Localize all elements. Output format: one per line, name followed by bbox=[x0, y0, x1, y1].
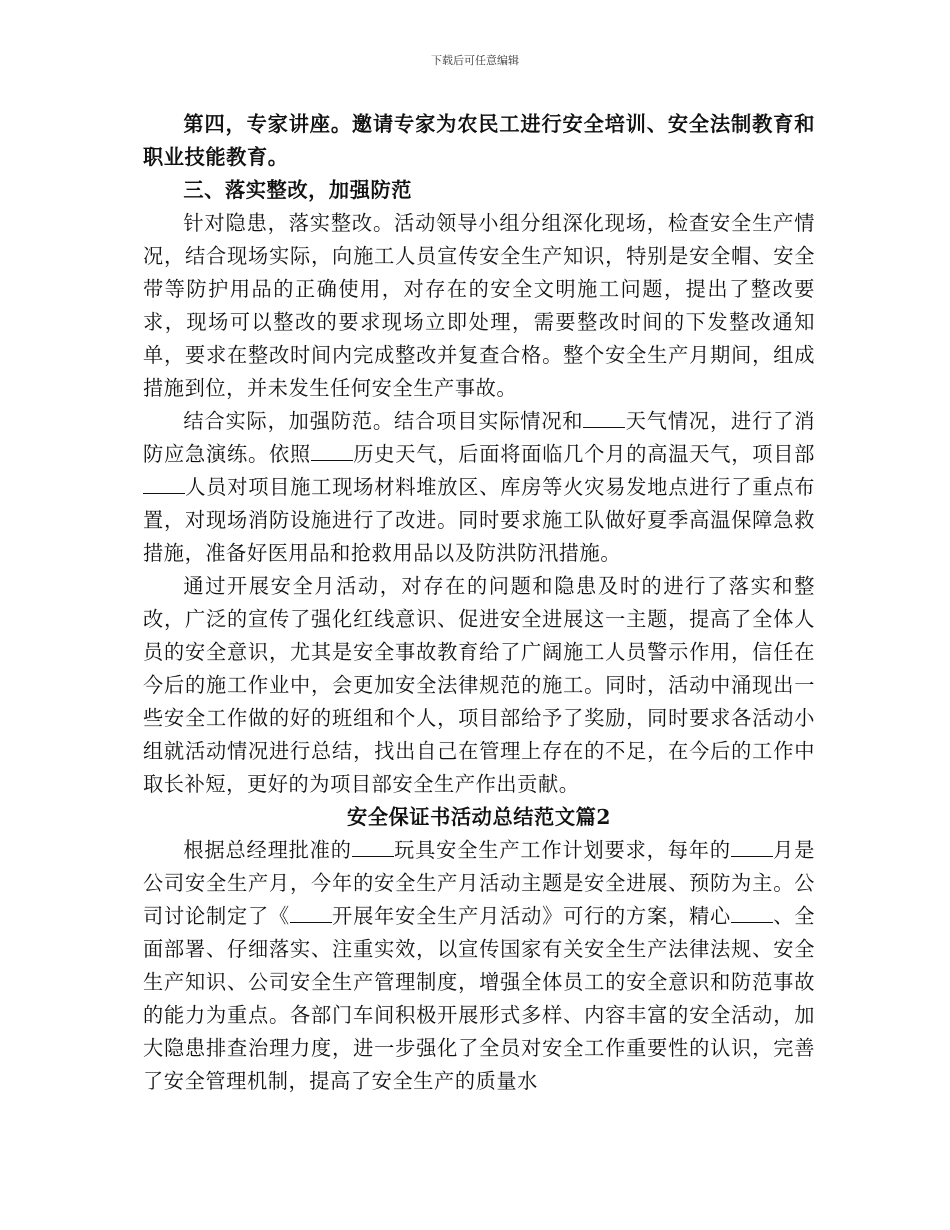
blank-underline bbox=[583, 409, 625, 428]
paragraph-rectification: 针对隐患，落实整改。活动领导小组分组深化现场，检查安全生产情况，结合现场实际，向施工人员宣传安全生产知识，特别是安全帽、安全带等防护用品的正确使用，对存在的安全文明施工问题，提出了整改要求，现场可以整改的要求现场立即处理，需要整改时间的下发整改通知单，要求在整改时间内完成整改并复查合格。整个安全生产月期间，组成措施到位，并未发生任何安全生产事故。 bbox=[143, 211, 815, 400]
section-title-part2: 安全保证书活动总结范文篇2 bbox=[346, 805, 612, 829]
text-segment: 开展年安全生产月活动》可行的方案，精心 bbox=[331, 904, 732, 928]
document-body bbox=[143, 108, 815, 1098]
blank-underline bbox=[143, 475, 185, 494]
page-header: 下载后可任意编辑 bbox=[431, 54, 519, 67]
blank-underline bbox=[731, 838, 773, 857]
text-segment: 人员对项目施工现场材料堆放区、库房等火灾易发地点进行了重点布置，对现场消防设施进行了改进。同时要求施工队做好夏季高温保障急救措施，准备好医用品和抢救用品以及防洪防汛措施。 bbox=[143, 475, 815, 565]
text-segment: 、全面部署、仔细落实、注重实效，以宣传国家有关安全生产法律法规、安全生产知识、公司安全生产管理制度，增强全体员工的安全意识和防范事故的能力为重点。各部门车间积极开展形式多样、内容丰富的安全活动，加大隐患排查治理力度，进一步强化了全员对安全工作重要性的认识，完善了安全管理机制，提高了安全生产的质量水 bbox=[143, 904, 816, 1093]
blank-underline bbox=[311, 442, 353, 461]
text-segment: 玩具安全生产工作计划要求，每年的 bbox=[393, 838, 731, 862]
text-segment: 天气情况，进行了消防应急演练。依照 bbox=[143, 409, 815, 466]
paragraph-safety-month bbox=[143, 834, 815, 1098]
text-segment: 历史天气，后面将面临几个月的高温天气，项目部 bbox=[353, 442, 815, 466]
blank-underline bbox=[290, 904, 332, 923]
paragraph-prevention bbox=[143, 405, 815, 570]
blank-underline bbox=[731, 904, 773, 923]
blank-underline bbox=[352, 838, 394, 857]
text-segment: 结合实际，加强防范。结合项目实际情况和 bbox=[183, 409, 584, 433]
section-heading-rectification: 三、落实整改，加强防范 bbox=[183, 178, 413, 202]
paragraph-summary: 通过开展安全月活动，对存在的问题和隐患及时的进行了落实和整改，广泛的宣传了强化红线意识、促进安全进展这一主题，提高了全体人员的安全意识，尤其是安全事故教育给了广阔施工人员警示作用，信任在今后的施工作业中，会更加安全法律规范的施工。同时，活动中涌现出一些安全工作做的好的班组和个人，项目部给予了奖励，同时要求各活动小组就活动情况进行总结，找出自己在管理上存在的不足，在今后的工作中取长补短，更好的为项目部安全生产作出贡献。 bbox=[143, 574, 815, 796]
text-segment: 根据总经理批准的 bbox=[183, 838, 352, 862]
paragraph-expert-lecture: 第四，专家讲座。邀请专家为农民工进行安全培训、安全法制教育和职业技能教育。 bbox=[143, 112, 815, 169]
text-segment: 月是公司安全生产月，今年的安全生产月活动主题是安全进展、预防为主。公司讨论制定了《 bbox=[143, 838, 815, 928]
